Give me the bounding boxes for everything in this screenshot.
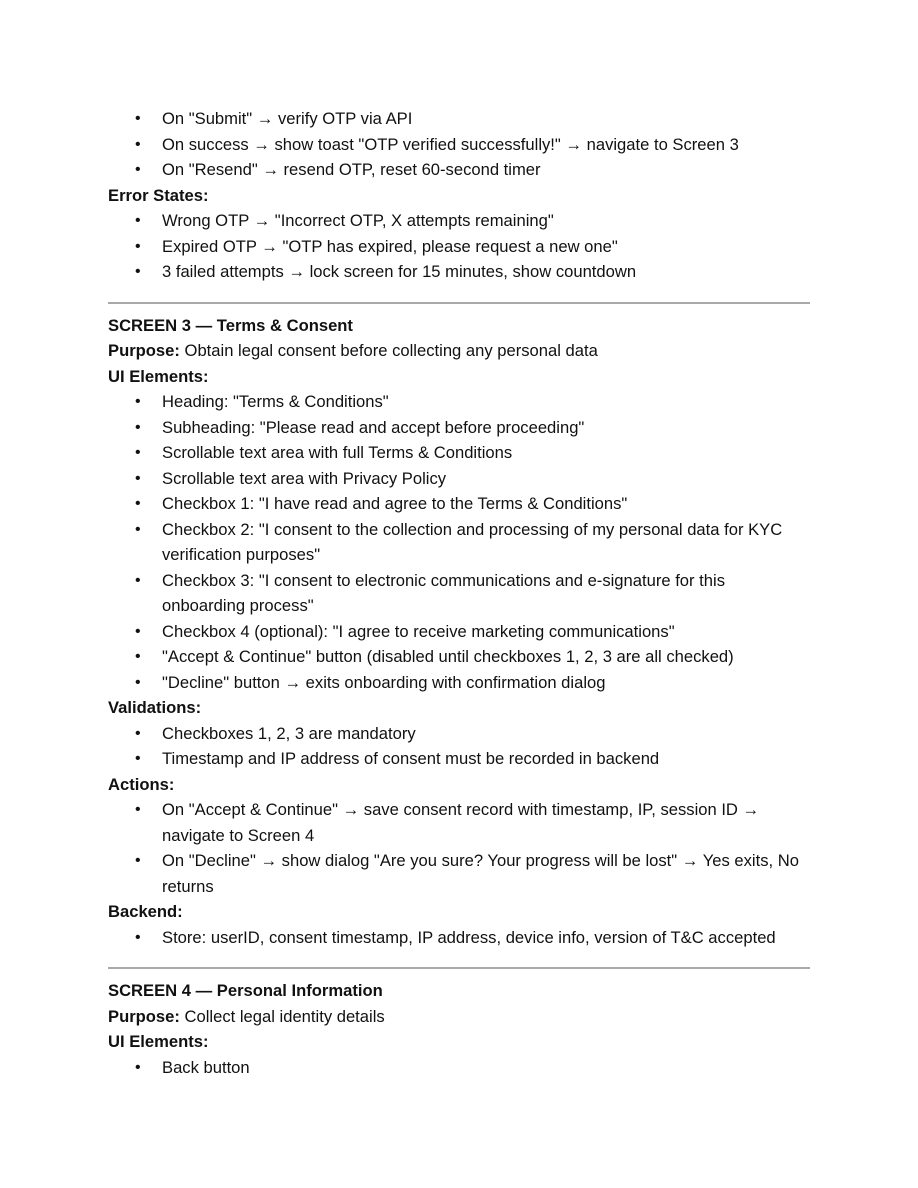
screen3-validations-list	[108, 721, 810, 772]
list-item: • "Accept & Continue" button (disabled until checkboxes 1, 2, 3 are all checked)	[162, 644, 810, 670]
validations-label: Validations:	[108, 698, 202, 717]
purpose-text: Collect legal identity details	[179, 1006, 385, 1026]
list-item: • Checkbox 1: "I have read and agree to the Terms & Conditions"	[162, 491, 810, 517]
screen2-actions-list	[108, 106, 810, 183]
screen3-purpose	[108, 338, 810, 364]
list-item: • "Decline" button → exits onboarding with confirmation dialog	[162, 670, 810, 696]
list-item: • On "Submit" → verify OTP via API	[162, 106, 810, 132]
ui-elements-label: UI Elements:	[108, 366, 209, 386]
error-states-label: Error States:	[108, 185, 209, 205]
purpose-text: Obtain legal consent before collecting any personal data	[179, 341, 598, 360]
list-item: • Checkbox 4 (optional): "I agree to receive marketing communications"	[162, 619, 810, 645]
list-item: • Expired OTP → "OTP has expired, please request a new one"	[162, 234, 810, 260]
actions-label: Actions:	[108, 774, 175, 794]
screen4-purpose	[108, 1004, 810, 1030]
screen2-error-states-list	[108, 208, 810, 285]
list-item: • On "Resend" → resend OTP, reset 60-second timer	[162, 157, 810, 183]
screen3-title: SCREEN 3 — Terms & Consent	[108, 315, 353, 335]
list-item: • On "Decline" → show dialog "Are you sure? Your progress will be lost" → Yes exits, No returns	[162, 848, 810, 899]
list-item: • Checkboxes 1, 2, 3 are mandatory	[162, 721, 810, 747]
list-item: • Subheading: "Please read and accept before proceeding"	[162, 415, 810, 441]
list-item: • Checkbox 2: "I consent to the collection and processing of my personal data for KYC verification purposes"	[162, 517, 810, 568]
list-item: • On "Accept & Continue" → save consent record with timestamp, IP, session ID → navigate to Screen 4	[162, 797, 810, 848]
ui-elements-label: UI Elements:	[108, 1032, 209, 1051]
screen3-backend-list	[108, 925, 810, 951]
list-item: • On success → show toast "OTP verified successfully!" → navigate to Screen 3	[162, 132, 810, 158]
section-divider	[108, 302, 810, 304]
backend-label: Backend:	[108, 902, 183, 921]
screen3-ui-elements-list	[108, 389, 810, 695]
list-item: • 3 failed attempts → lock screen for 15 minutes, show countdown	[162, 259, 810, 285]
list-item: • Back button	[162, 1055, 810, 1081]
section-divider	[108, 967, 810, 969]
screen3-actions-list	[108, 797, 810, 899]
list-item: • Store: userID, consent timestamp, IP address, device info, version of T&C accepted	[162, 925, 810, 951]
list-item: • Wrong OTP → "Incorrect OTP, X attempts remaining"	[162, 208, 810, 234]
document-page	[108, 106, 810, 1080]
list-item: • Scrollable text area with full Terms & Conditions	[162, 440, 810, 466]
list-item: • Checkbox 3: "I consent to electronic communications and e-signature for this onboarding process"	[162, 568, 810, 619]
screen4-ui-elements-list	[108, 1055, 810, 1081]
purpose-label: Purpose:	[108, 341, 180, 360]
purpose-label: Purpose:	[108, 1006, 180, 1026]
list-item: • Timestamp and IP address of consent must be recorded in backend	[162, 746, 810, 772]
list-item: • Heading: "Terms & Conditions"	[162, 389, 810, 415]
list-item: • Scrollable text area with Privacy Policy	[162, 466, 810, 492]
screen4-title: SCREEN 4 — Personal Information	[108, 981, 383, 1000]
